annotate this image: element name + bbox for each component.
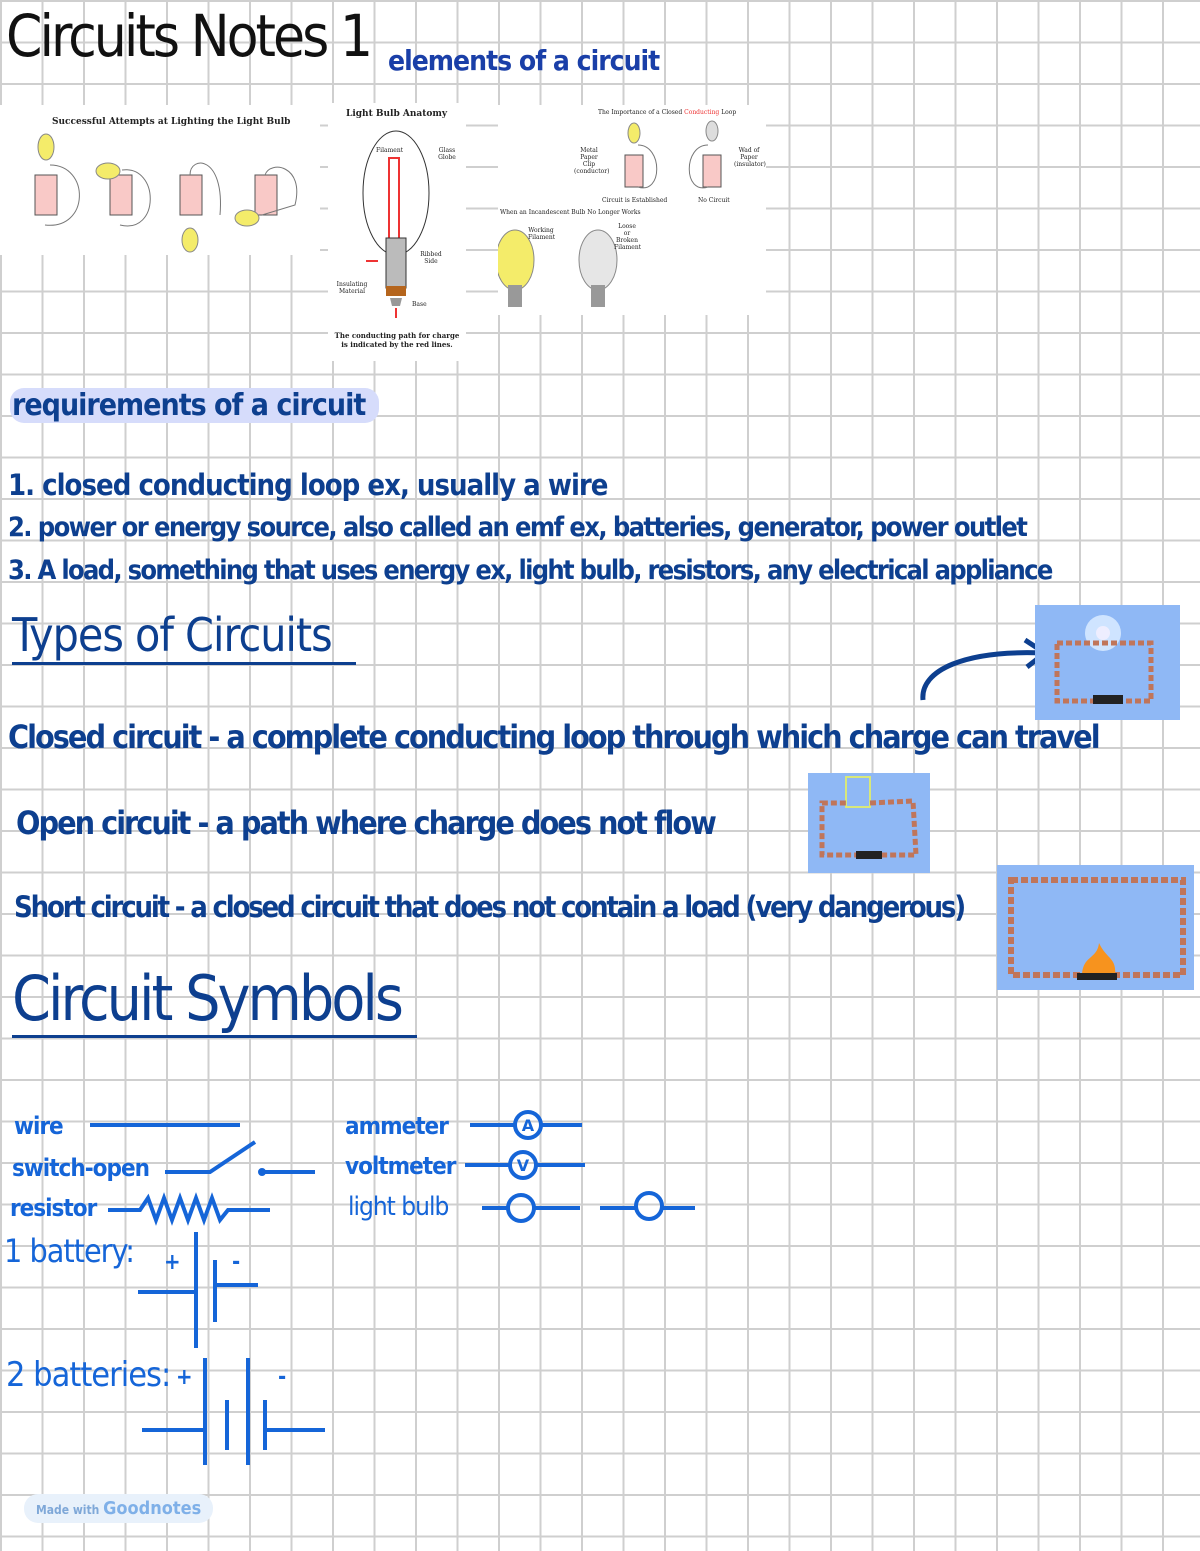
short-circuit-diagram — [997, 865, 1194, 990]
symbol-label-wire: wire — [14, 1112, 63, 1140]
label-filament: Filament — [376, 147, 404, 154]
label-paper-clip: Metal Paper Clip (conductor) — [574, 147, 610, 175]
closed-circuit-diagram — [1035, 605, 1180, 720]
plus-sign: + — [176, 1365, 192, 1390]
circuit-symbol-drawings — [0, 1100, 720, 1470]
minus-sign: - — [232, 1250, 240, 1275]
one-battery-symbol — [138, 1232, 258, 1348]
switch-symbol — [165, 1142, 315, 1172]
symbol-label-one-battery: 1 battery: — [4, 1232, 134, 1270]
symbol-label-resistor: resistor — [10, 1194, 97, 1222]
figure-lighting-attempts — [0, 105, 320, 255]
open-circuit-definition: Open circuit - a path where charge does not flow — [16, 804, 715, 842]
figure-title: Light Bulb Anatomy — [346, 109, 448, 119]
closed-circuit-definition: Closed circuit - a complete conducting loop through which charge can travel — [8, 718, 1099, 756]
symbol-label-voltmeter: voltmeter — [345, 1152, 456, 1180]
label-no-circuit: No Circuit — [698, 197, 730, 204]
label-base: Base — [412, 301, 427, 308]
label-established: Circuit is Established — [602, 197, 668, 204]
requirement-item: 1. closed conducting loop ex, usually a wire — [8, 468, 608, 502]
open-circuit-image — [808, 773, 930, 873]
short-circuit-image — [997, 865, 1194, 990]
page-subtitle: elements of a circuit — [388, 44, 660, 77]
requirements-heading: requirements of a circuit — [10, 388, 379, 423]
label-ribbed-side: Ribbed Side — [420, 251, 442, 265]
voltmeter-letter: V — [516, 1156, 530, 1175]
arrow-icon — [915, 625, 1045, 705]
types-heading: Types of Circuits — [12, 608, 356, 665]
two-batteries-symbol — [142, 1358, 325, 1465]
figure-closed-loop — [498, 105, 766, 315]
figure-bulb-anatomy — [328, 103, 466, 361]
minus-sign: - — [278, 1365, 286, 1390]
resistor-symbol — [108, 1198, 270, 1220]
figure-title: Successful Attempts at Lighting the Light Bulb — [52, 117, 291, 127]
figure-title: The Importance of a Closed Conducting Loop — [598, 109, 737, 116]
symbol-label-ammeter: ammeter — [345, 1112, 448, 1140]
closed-circuit-image — [1035, 605, 1180, 720]
requirement-item: 2. power or energy source, also called an emf ex, batteries, generator, power outlet — [8, 512, 1027, 543]
symbol-label-switch: switch-open — [12, 1154, 149, 1182]
requirement-item: 3. A load, something that uses energy ex, light bulb, resistors, any electrical appliance — [8, 555, 1052, 586]
battery-bulb-diagrams — [0, 105, 320, 255]
symbol-label-bulb: light bulb — [348, 1192, 449, 1222]
symbols-heading: Circuit Symbols — [12, 962, 417, 1038]
open-circuit-diagram — [808, 773, 930, 873]
label-broken: Loose or Broken Filament — [614, 223, 642, 251]
label-no-longer-works: When an Incandescent Bulb No Longer Works — [500, 209, 641, 216]
label-glass-globe: Glass Globe — [438, 147, 456, 161]
plus-sign: + — [164, 1250, 180, 1275]
short-circuit-definition: Short circuit - a closed circuit that does not contain a load (very dangerous) — [14, 890, 964, 924]
label-wad-paper: Wad of Paper (insulator) — [734, 147, 766, 168]
label-insulating: Insulating Material — [336, 281, 368, 295]
ammeter-letter: A — [521, 1116, 535, 1135]
label-working: Working Filament — [528, 227, 556, 241]
bulb-anatomy-diagram — [328, 103, 466, 361]
page-title: Circuits Notes 1 — [6, 2, 371, 70]
goodnotes-badge[interactable]: Made with Goodnotes — [24, 1494, 213, 1523]
figure-caption: The conducting path for charge is indicated by the red lines. — [334, 331, 460, 349]
symbol-label-two-batteries: 2 batteries: — [6, 1355, 171, 1395]
